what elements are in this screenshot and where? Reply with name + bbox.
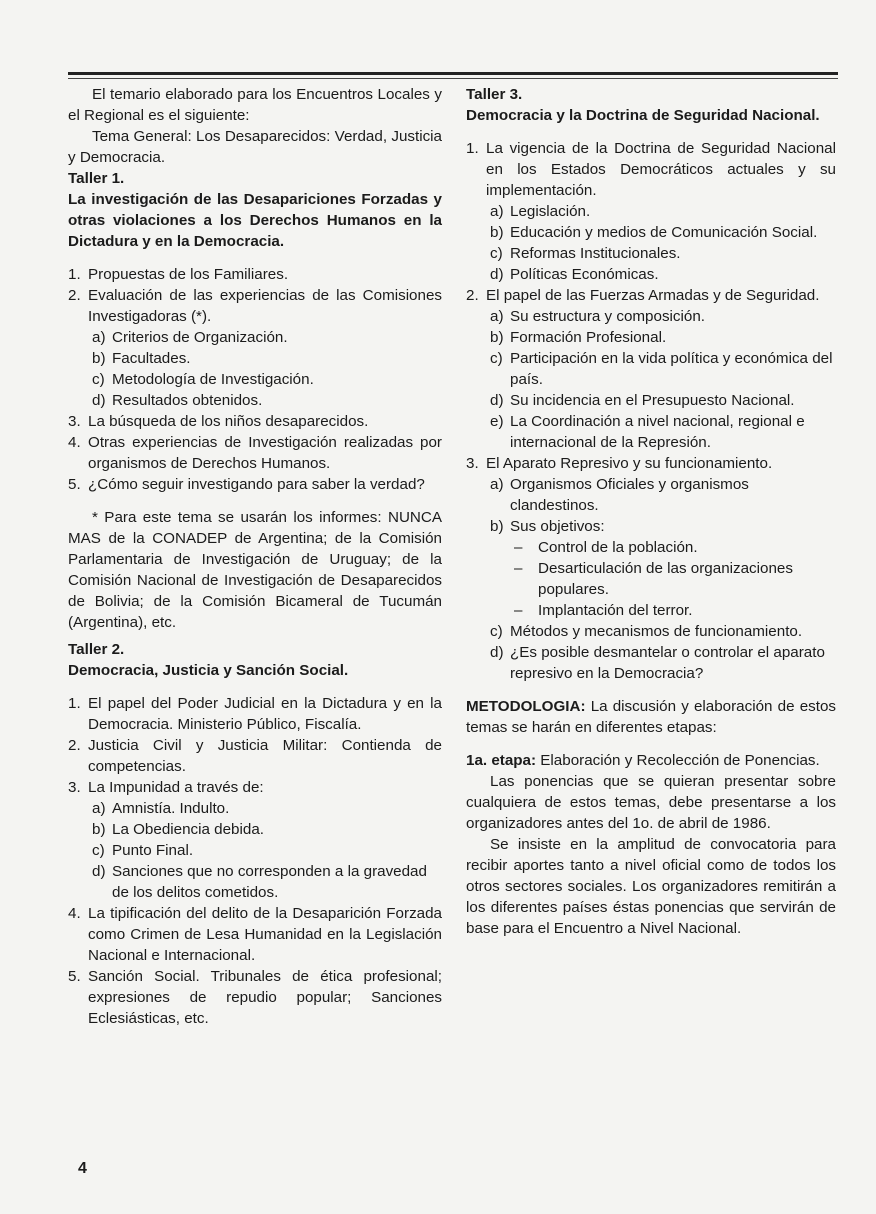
methodology-label: METODOLOGIA: (466, 698, 586, 715)
taller3-item: 3. El Aparato Represivo y su funcionamiento. (466, 455, 773, 472)
taller1-heading: Taller 1. (68, 170, 125, 187)
taller3-subitem: b) Sus objetivos: (490, 518, 605, 535)
taller3-item: 2. El papel de las Fuerzas Armadas y de Seguridad. (466, 287, 820, 304)
taller2-item: 1. El papel del Poder Judicial en la Dictadura y en la Democracia. Ministerio Público, Fiscalía. (68, 695, 442, 733)
taller2-item: 3. La Impunidad a través de: (68, 779, 264, 796)
general-theme: Tema General: Los Desaparecidos: Verdad, Justicia y Democracia. (68, 128, 442, 166)
taller3-subitem: c) Reformas Institucionales. (490, 245, 681, 262)
page-number: 4 (78, 1160, 87, 1177)
taller2-subitem: b) La Obediencia debida. (92, 821, 264, 838)
taller3-subitem: a) Legislación. (490, 203, 591, 220)
taller1-item: 3. La búsqueda de los niños desaparecidos. (68, 413, 369, 430)
taller3-item: 1. La vigencia de la Doctrina de Seguridad Nacional en los Estados Democráticos actuales y su implementación. (466, 140, 836, 199)
taller1-title: La investigación de las Desapariciones Forzadas y otras violaciones a los Derechos Humanos en la Dictadura y en la Democracia. (68, 191, 442, 250)
taller2-subitem: a) Amnistía. Indulto. (92, 800, 230, 817)
taller3-subitem: e) La Coordinación a nivel nacional, regional e internacional de la Represión. (490, 413, 805, 451)
taller1-subitem: c) Metodología de Investigación. (92, 371, 314, 388)
objective-item: – Implantación del terror. (514, 602, 693, 619)
intro-paragraph: El temario elaborado para los Encuentros Locales y el Regional es el siguiente: (68, 86, 442, 124)
taller3-subitem: d) ¿Es posible desmantelar o controlar el aparato represivo en la Democracia? (490, 644, 825, 682)
taller3-subitem: c) Métodos y mecanismos de funcionamiento. (490, 623, 803, 640)
left-column (68, 84, 442, 1029)
footnote: * Para este tema se usarán los informes: NUNCA MAS de la CONADEP de Argentina; de la Comisión Parlamentaria de Investigación de Uruguay; de la Comisión Nacional de Investigación de Desaparecidos de Bolivia; de la Comisión Bicameral de Tucumán (Argentina), etc. (68, 509, 442, 631)
taller1-item: 4. Otras experiencias de Investigación realizadas por organismos de Derechos Humanos. (68, 434, 442, 472)
taller3-subitem: b) Educación y medios de Comunicación Social. (490, 224, 818, 241)
taller3-title: Democracia y la Doctrina de Seguridad Nacional. (466, 107, 820, 124)
taller1-subitem: b) Facultades. (92, 350, 191, 367)
methodology-paragraph: METODOLOGIA: La discusión y elaboración de estos temas se harán en diferentes etapas: (466, 698, 836, 736)
taller2-title: Democracia, Justicia y Sanción Social. (68, 662, 349, 679)
taller2-item: 2. Justicia Civil y Justicia Militar: Contienda de competencias. (68, 737, 442, 775)
top-rule-thin (68, 78, 838, 79)
stage-paragraph-2: Se insiste en la amplitud de convocatoria para recibir aportes tanto a nivel oficial como de todos los otros sectores sociales. Los organizadores remitirán a los diferentes países éstas ponencias que servirán de base para el Encuentro a Nivel Nacional. (466, 836, 836, 937)
taller2-item: 5. Sanción Social. Tribunales de ética profesional; expresiones de repudio popular; Sanciones Eclesiásticas, etc. (68, 968, 442, 1027)
taller2-subitem: c) Punto Final. (92, 842, 194, 859)
objective-item: – Control de la población. (514, 539, 698, 556)
stage-paragraph-1: Las ponencias que se quieran presentar sobre cualquiera de estos temas, debe presentarse a los organizadores antes del 1o. de abril de 1986. (466, 773, 836, 832)
taller3-subitem: d) Su incidencia en el Presupuesto Nacional. (490, 392, 795, 409)
stage-label: 1a. etapa: (466, 752, 537, 769)
taller3-subitem: a) Organismos Oficiales y organismos clandestinos. (490, 476, 749, 514)
taller2-heading: Taller 2. (68, 641, 125, 658)
taller3-heading: Taller 3. (466, 86, 523, 103)
stage-heading: 1a. etapa: Elaboración y Recolección de Ponencias. (466, 752, 820, 769)
taller1-item: 1. Propuestas de los Familiares. (68, 266, 289, 283)
taller3-subitem: c) Participación en la vida política y económica del país. (490, 350, 833, 388)
taller2-item: 4. La tipificación del delito de la Desaparición Forzada como Crimen de Lesa Humanidad en la Legislación Nacional e Internacional. (68, 905, 442, 964)
taller2-subitem: d) Sanciones que no corresponden a la gravedad de los delitos cometidos. (92, 863, 427, 901)
taller1-item: 2. Evaluación de las experiencias de las Comisiones Investigadoras (*). (68, 287, 442, 325)
taller1-subitem: a) Criterios de Organización. (92, 329, 288, 346)
taller3-subitem: b) Formación Profesional. (490, 329, 667, 346)
right-column (466, 84, 836, 939)
taller3-subitem: a) Su estructura y composición. (490, 308, 705, 325)
objective-item: – Desarticulación de las organizaciones populares. (514, 560, 793, 598)
taller1-item: 5. ¿Cómo seguir investigando para saber la verdad? (68, 476, 425, 493)
taller3-subitem: d) Políticas Económicas. (490, 266, 659, 283)
top-rule (68, 72, 838, 75)
taller1-subitem: d) Resultados obtenidos. (92, 392, 263, 409)
